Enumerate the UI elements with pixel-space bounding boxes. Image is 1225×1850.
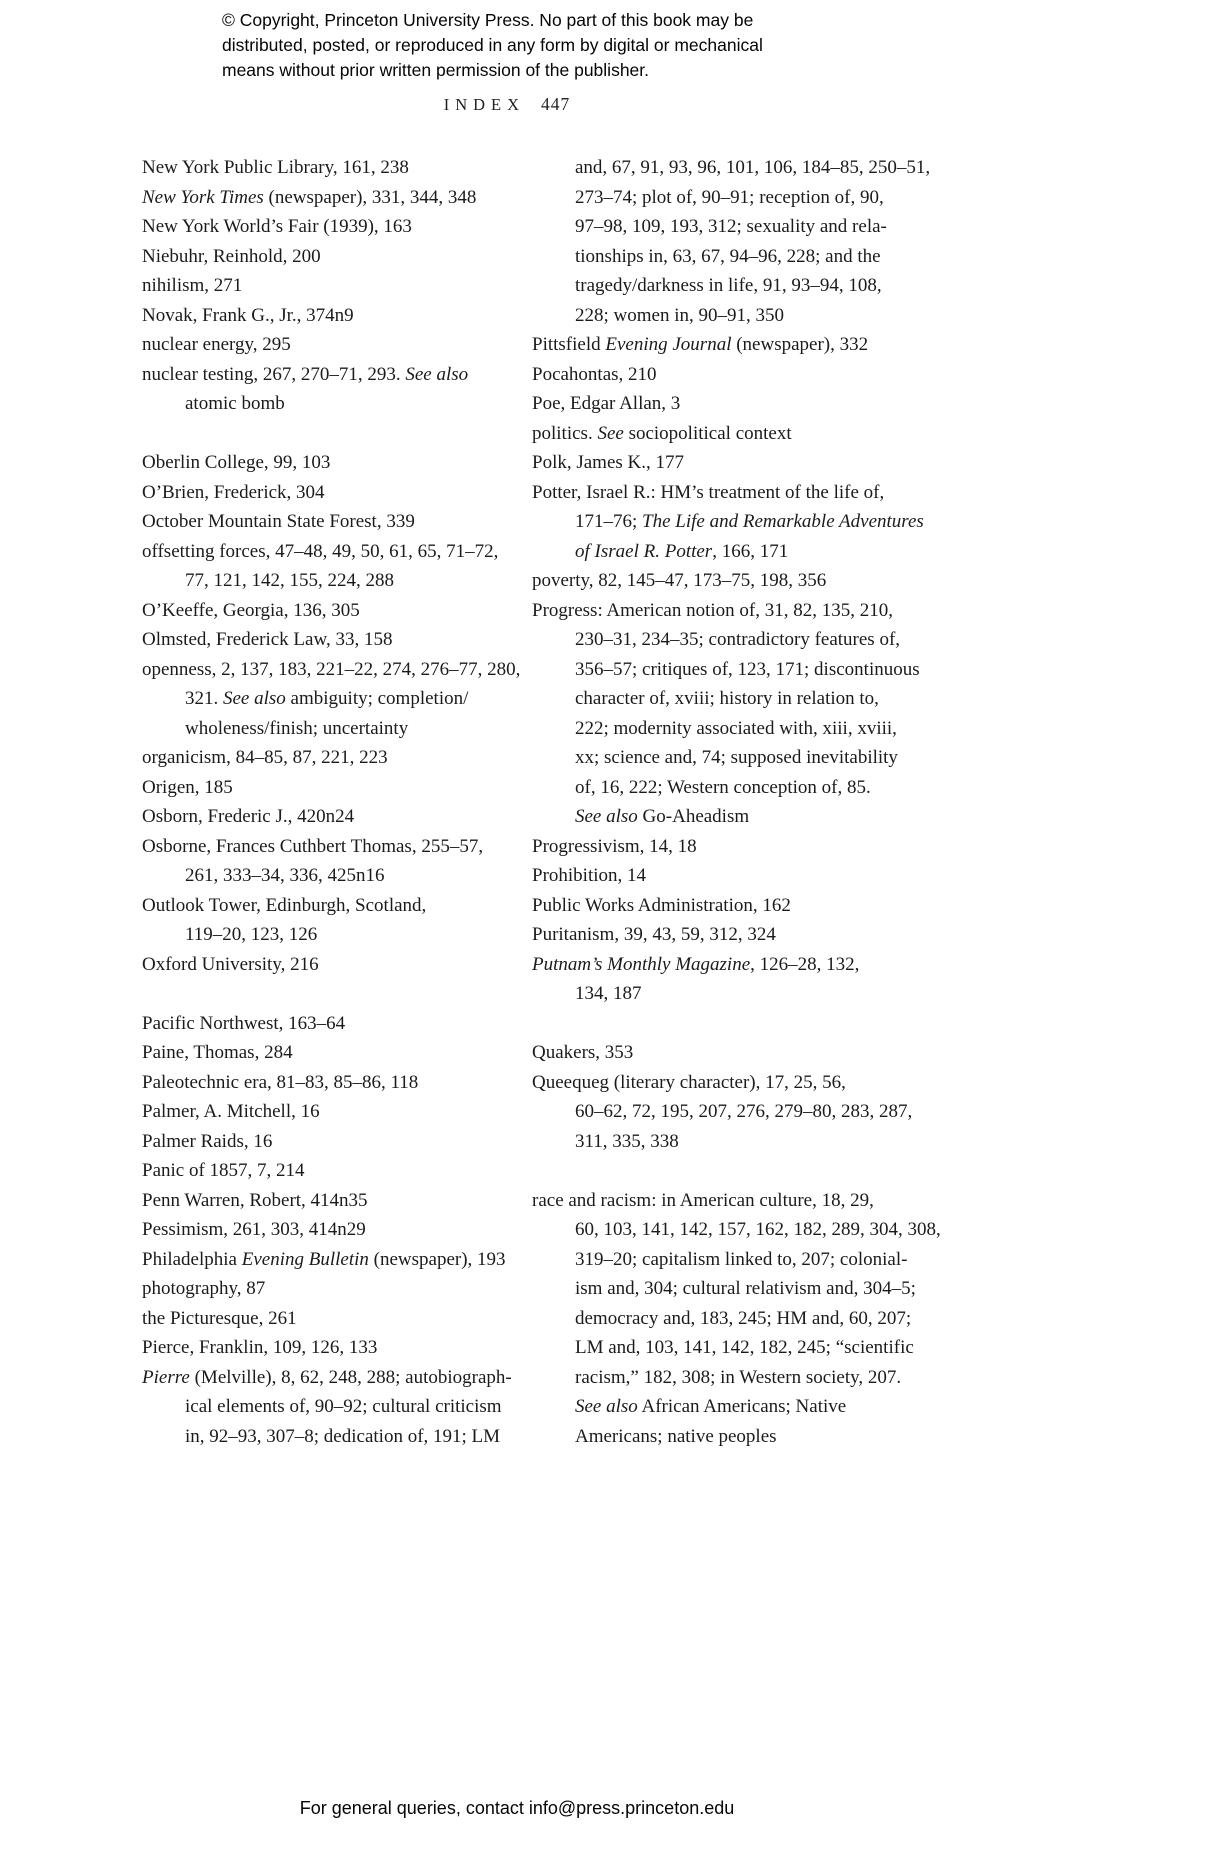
blank-line [142, 979, 514, 1009]
index-line [142, 861, 514, 891]
index-line [532, 979, 912, 1009]
index-line [142, 330, 514, 360]
index-line [142, 389, 514, 419]
index-column-left [142, 153, 521, 1451]
index-text: African Americans; Native [637, 1396, 847, 1417]
index-line [532, 950, 912, 980]
index-text: Palmer, A. Mitchell, 16 [142, 1101, 320, 1122]
index-text: the Picturesque, 261 [142, 1307, 297, 1329]
index-text: openness, 2, 137, 183, 221–22, 274, 276–77, 280, [142, 658, 521, 680]
copyright-line: © Copyright, Princeton University Press. No part of this book may be [222, 10, 754, 30]
index-text: 261, 333–34, 336, 425n16 [185, 865, 385, 886]
index-text: Public Works Administration, 162 [532, 894, 791, 916]
index-line [142, 448, 514, 478]
index-text: O’Keeffe, Georgia, 136, 305 [142, 599, 360, 621]
index-text: Outlook Tower, Edinburgh, Scotland, [142, 894, 427, 916]
index-text-italic: The Life and Remarkable Adventures [642, 511, 924, 532]
index-line [532, 861, 912, 891]
index-text: Oxford University, 216 [142, 953, 319, 975]
index-line [532, 1097, 912, 1127]
index-text: 228; women in, 90–91, 350 [575, 304, 784, 326]
index-text: 311, 335, 338 [575, 1130, 679, 1152]
index-line [532, 743, 912, 773]
index-text: wholeness/finish; uncertainty [185, 717, 409, 739]
index-line [532, 566, 912, 596]
index-text: Panic of 1857, 7, 214 [142, 1160, 305, 1181]
index-line [532, 1274, 916, 1304]
index-line [142, 655, 521, 685]
index-text: Olmsted, Frederick Law, 33, 158 [142, 629, 393, 650]
index-line [142, 301, 514, 331]
index-line [142, 271, 514, 301]
index-line [142, 183, 514, 213]
index-column-right [532, 153, 941, 1451]
index-text: 230–31, 234–35; contradictory features of, [575, 629, 901, 650]
index-text: Novak, Frank G., Jr., 374n9 [142, 304, 354, 326]
index-line [532, 153, 931, 183]
copyright-notice [222, 8, 763, 83]
index-text: LM and, 103, 141, 142, 182, 245; “scientific [575, 1337, 914, 1358]
index-text: Oberlin College, 99, 103 [142, 452, 331, 473]
index-text: Progress: American notion of, 31, 82, 135, 210, [532, 599, 893, 621]
index-text: Paleotechnic era, 81–83, 85–86, 118 [142, 1071, 419, 1093]
index-text: race and racism: in American culture, 18, 29, [532, 1189, 874, 1211]
index-text: 77, 121, 142, 155, 224, 288 [185, 570, 394, 591]
page-number: 447 [541, 94, 571, 114]
index-line [142, 1215, 514, 1245]
index-heading: INDEX [443, 95, 526, 114]
index-line [532, 596, 912, 626]
index-text: character of, xviii; history in relation to, [575, 688, 879, 709]
index-text: ism and, 304; cultural relativism and, 304–5; [575, 1278, 916, 1299]
index-text: New York Public Library, 161, 238 [142, 157, 409, 178]
index-line [142, 1304, 514, 1334]
index-line [142, 1274, 514, 1304]
blank-line [142, 419, 514, 449]
index-text: Pocahontas, 210 [532, 363, 657, 385]
index-text: Osborne, Frances Cuthbert Thomas, 255–57, [142, 835, 484, 857]
index-line [142, 891, 514, 921]
index-text: Quakers, 353 [532, 1042, 634, 1063]
index-line [142, 1156, 514, 1186]
index-line [532, 1422, 912, 1452]
index-text-italic: New York Times [142, 186, 264, 208]
index-line [142, 920, 514, 950]
index-line [142, 1333, 514, 1363]
index-text: Philadelphia [142, 1248, 242, 1270]
index-line [142, 566, 514, 596]
index-text: Potter, Israel R.: HM’s treatment of the life of, [532, 481, 885, 503]
copyright-line: distributed, posted, or reproduced in any form by digital or mechanical [222, 35, 763, 55]
index-line [142, 596, 514, 626]
index-text: 356–57; critiques of, 123, 171; discontinuous [575, 658, 920, 680]
index-line [142, 478, 514, 508]
index-text: ambiguity; completion/ [285, 688, 469, 709]
index-text: Pessimism, 261, 303, 414n29 [142, 1219, 366, 1240]
index-line [532, 802, 912, 832]
index-text: Origen, 185 [142, 776, 233, 798]
index-line [532, 271, 912, 301]
index-text: Progressivism, 14, 18 [532, 835, 697, 857]
index-line [532, 625, 912, 655]
index-line [532, 1363, 912, 1393]
index-line [532, 242, 912, 272]
index-text: and, 67, 91, 93, 96, 101, 106, 184–85, 250–51, [575, 157, 931, 178]
index-line [532, 1333, 912, 1363]
index-text: nuclear testing, 267, 270–71, 293. [142, 363, 406, 385]
index-text: Osborn, Frederic J., 420n24 [142, 806, 355, 827]
index-text: Puritanism, 39, 43, 59, 312, 324 [532, 924, 776, 945]
index-text: of, 16, 222; Western conception of, 85. [575, 776, 871, 798]
index-text: (Melville), 8, 62, 248, 288; autobiograph- [189, 1366, 512, 1388]
index-text-italic: See also [575, 1396, 638, 1417]
index-line [532, 1304, 912, 1334]
index-text-italic: See [597, 422, 624, 444]
index-text: Queequeg (literary character), 17, 25, 56, [532, 1071, 846, 1093]
index-line [532, 448, 912, 478]
index-line [142, 684, 514, 714]
index-line [532, 655, 920, 685]
index-text: politics. [532, 422, 598, 444]
index-text: Poe, Edgar Allan, 3 [532, 393, 681, 414]
index-text: organicism, 84–85, 87, 221, 223 [142, 747, 388, 768]
index-text: Prohibition, 14 [532, 865, 647, 886]
index-text: Pierce, Franklin, 109, 126, 133 [142, 1337, 378, 1358]
index-line [142, 714, 514, 744]
index-line [142, 1422, 514, 1452]
index-text: 134, 187 [575, 983, 642, 1004]
index-text-italic: See also [405, 363, 469, 385]
index-text: Niebuhr, Reinhold, 200 [142, 245, 321, 267]
index-line [532, 1245, 912, 1275]
index-text-italic: Evening Bulletin [241, 1248, 369, 1270]
index-line [142, 1068, 514, 1098]
index-line [532, 891, 912, 921]
index-text-italic: See also [223, 688, 286, 709]
page-header [142, 94, 872, 115]
index-text: Americans; native peoples [575, 1425, 777, 1447]
index-text-italic: of Israel R. Potter [575, 540, 713, 562]
index-text: , 126–28, 132, [750, 953, 860, 975]
index-text: tionships in, 63, 67, 94–96, 228; and the [575, 245, 881, 267]
index-line [532, 389, 912, 419]
index-text: Pacific Northwest, 163–64 [142, 1012, 346, 1034]
index-text: Go-Aheadism [637, 806, 750, 827]
index-text: October Mountain State Forest, 339 [142, 511, 415, 532]
index-text: 319–20; capitalism linked to, 207; colonial- [575, 1248, 908, 1270]
index-line [532, 212, 912, 242]
index-line [142, 153, 514, 183]
index-line [532, 360, 912, 390]
index-line [532, 537, 912, 567]
index-text-italic: See also [575, 806, 638, 827]
index-line [532, 1215, 941, 1245]
index-text: Polk, James K., 177 [532, 452, 684, 473]
index-line [142, 1127, 514, 1157]
index-text-italic: Evening Journal [605, 334, 732, 355]
index-text: , 166, 171 [712, 540, 789, 562]
index-text: Pittsfield [532, 334, 606, 355]
index-text: (newspaper), 193 [368, 1248, 506, 1270]
index-line [532, 1392, 912, 1422]
index-text: democracy and, 183, 245; HM and, 60, 207; [575, 1307, 912, 1329]
index-text: 60–62, 72, 195, 207, 276, 279–80, 283, 287, [575, 1101, 913, 1122]
index-line [532, 330, 912, 360]
index-text: New York World’s Fair (1939), 163 [142, 216, 412, 237]
index-text: in, 92–93, 307–8; dedication of, 191; LM [185, 1425, 501, 1447]
index-text-italic: Pierre [142, 1366, 190, 1388]
index-line [532, 920, 912, 950]
index-text: nuclear energy, 295 [142, 334, 291, 355]
index-line [532, 183, 912, 213]
index-text: poverty, 82, 145–47, 173–75, 198, 356 [532, 570, 827, 591]
index-text: tragedy/darkness in life, 91, 93–94, 108, [575, 275, 882, 296]
index-text: (newspaper), 331, 344, 348 [263, 186, 477, 208]
index-text: (newspaper), 332 [731, 334, 869, 355]
index-line [532, 1068, 912, 1098]
index-line [142, 537, 514, 567]
index-line [142, 1038, 514, 1068]
index-line [142, 212, 514, 242]
index-text: sociopolitical context [623, 422, 792, 444]
index-line [142, 832, 514, 862]
index-text: 321. [185, 688, 223, 709]
index-line [532, 684, 912, 714]
index-text: atomic bomb [185, 393, 285, 414]
index-line [532, 1186, 912, 1216]
index-text: xx; science and, 74; supposed inevitability [575, 747, 898, 768]
footer-contact: For general queries, contact info@press.princeton.edu [299, 1798, 735, 1818]
index-line [142, 773, 514, 803]
index-line [532, 832, 912, 862]
index-line [142, 507, 514, 537]
index-line [532, 419, 912, 449]
index-text: racism,” 182, 308; in Western society, 207. [575, 1366, 902, 1388]
index-line [142, 625, 514, 655]
index-text: 171–76; [575, 511, 643, 532]
index-line [142, 1245, 514, 1275]
index-line [142, 802, 514, 832]
index-text: Paine, Thomas, 284 [142, 1042, 293, 1063]
blank-line [532, 1009, 912, 1039]
index-line [532, 478, 912, 508]
index-text: 97–98, 109, 193, 312; sexuality and rela- [575, 216, 887, 237]
index-line [142, 242, 514, 272]
index-line [532, 301, 912, 331]
index-text: 273–74; plot of, 90–91; reception of, 90, [575, 186, 884, 208]
index-line [142, 360, 514, 390]
index-line [142, 743, 514, 773]
index-line [142, 1097, 514, 1127]
index-text: ical elements of, 90–92; cultural criticism [185, 1396, 502, 1417]
index-line [532, 773, 912, 803]
index-line [142, 1363, 514, 1393]
index-line [532, 1038, 912, 1068]
blank-line [532, 1156, 912, 1186]
index-line [532, 1127, 912, 1157]
index-text: 222; modernity associated with, xiii, xviii, [575, 717, 897, 739]
index-text: O’Brien, Frederick, 304 [142, 481, 325, 503]
copyright-line: means without prior written permission of the publisher. [222, 60, 650, 80]
index-text: nihilism, 271 [142, 275, 243, 296]
index-text: Penn Warren, Robert, 414n35 [142, 1189, 368, 1211]
index-text: Palmer Raids, 16 [142, 1130, 273, 1152]
index-line [532, 507, 924, 537]
index-line [142, 1186, 514, 1216]
index-text: 119–20, 123, 126 [185, 924, 318, 945]
index-text: 60, 103, 141, 142, 157, 162, 182, 289, 304, 308, [575, 1219, 941, 1240]
index-line [142, 1009, 514, 1039]
index-text-italic: Putnam’s Monthly Magazine [532, 953, 751, 975]
index-line [532, 714, 912, 744]
index-line [142, 950, 514, 980]
index-text: offsetting forces, 47–48, 49, 50, 61, 65, 71–72, [142, 540, 499, 562]
index-line [142, 1392, 514, 1422]
index-text: photography, 87 [142, 1278, 266, 1299]
